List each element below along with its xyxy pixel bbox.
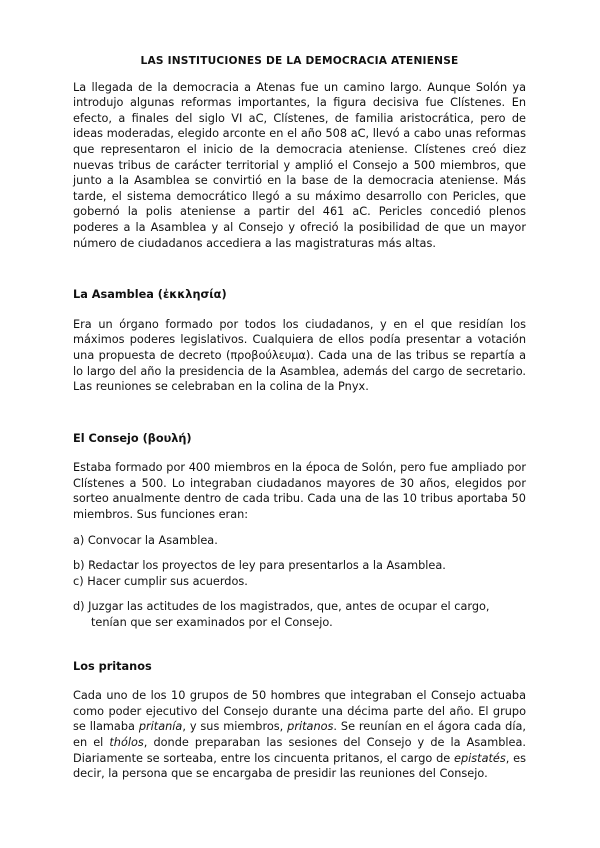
consejo-function-d: d) Juzgar las actitudes de los magistrados, que, antes de ocupar el cargo, tenían que ser examinados por el Consejo. xyxy=(73,600,490,630)
term-pritanos: pritanos xyxy=(287,720,334,734)
pritanos-text-3: . Se reunían en el ágora cada día, en el xyxy=(73,720,527,749)
pritanos-paragraph xyxy=(73,688,526,782)
pritanos-text-2: , y sus miembros, xyxy=(182,720,288,734)
document-title: LAS INSTITUCIONES DE LA DEMOCRACIA ATENIENSE xyxy=(140,55,459,67)
pritanos-text-5: , es decir, la persona que se encargaba de presidir las reuniones del Consejo. xyxy=(73,751,526,781)
asamblea-heading: La Asamblea (ἐκκλησία) xyxy=(73,288,227,302)
pritanos-text-4: , donde preparaban las sesiones del Consejo y de la Asamblea. Diariamente se sorteaba, entre los cincuenta pritanos, el cargo de xyxy=(73,736,526,765)
term-tholos: thólos xyxy=(109,736,144,749)
consejo-function-c: c) Hacer cumplir sus acuerdos. xyxy=(73,574,248,588)
term-epistates: epistatés xyxy=(454,751,506,765)
pritanos-text-1: Cada uno de los 10 grupos de 50 hombres que integraban el Consejo actuaba como poder ejecutivo del Consejo durante una décima parte del año. El grupo se llamaba xyxy=(73,689,526,734)
pritanos-heading: Los pritanos xyxy=(73,659,152,673)
consejo-function-a: a) Convocar la Asamblea. xyxy=(73,533,218,547)
consejo-function-b: b) Redactar los proyectos de ley para presentarlos a la Asamblea. xyxy=(73,559,446,573)
consejo-heading: El Consejo (βουλή) xyxy=(73,431,192,445)
asamblea-paragraph: Era un órgano formado por todos los ciudadanos, y en el que residían los máximos poderes legislativos. Cualquiera de ellos podía presentar a votación una propuesta de decreto (προβούλευμα). Cada una de las tribus se repartía a lo largo del año la presidencia de la Asamblea, además del cargo de secretario. Las reuniones se celebraban en la colina de la Pnyx. xyxy=(73,317,526,394)
term-pritania: pritanía xyxy=(138,720,183,734)
intro-paragraph: La llegada de la democracia a Atenas fue un camino largo. Aunque Solón ya introdujo algunas reformas importantes, la figura decisiva fue Clístenes. En efecto, a finales del siglo VI aC, Clístenes, de familia aristocrática, pero de ideas moderadas, elegido arconte en el año 508 aC, llevó a cabo unas reformas que representaron el inicio de la democracia ateniense. Clístenes creó diez nuevas tribus de carácter territorial y amplió el Consejo a 500 miembros, que junto a la Asamblea se convirtió en la base de la democracia ateniense. Más tarde, el sistema democrático llegó a su máximo desarrollo con Pericles, que gobernó la polis ateniense a partir del 461 aC. Pericles concedió plenos poderes a la Asamblea y al Consejo y ofreció la posibilidad de que un mayor número de ciudadanos accediera a las magistraturas más altas. xyxy=(73,80,526,250)
consejo-paragraph: Estaba formado por 400 miembros en la época de Solón, pero fue ampliado por Clístenes a 500. Lo integraban ciudadanos mayores de 30 años, elegidos por sorteo anualmente dentro de cada tribu. Cada una de las 10 tribus aportaba 50 miembros. Sus funciones eran: xyxy=(73,461,526,522)
